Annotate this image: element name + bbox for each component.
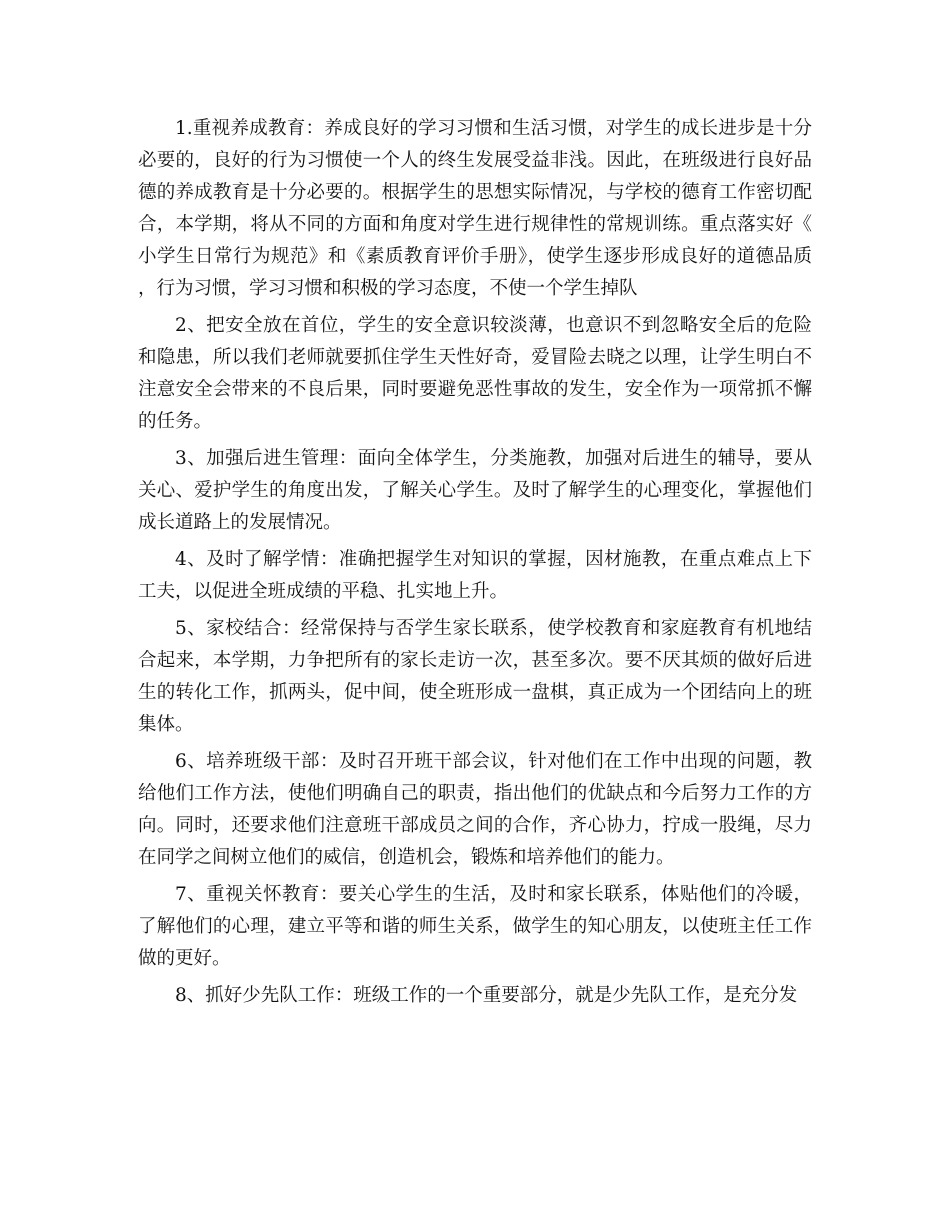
paragraph-4: 4、及时了解学情：准确把握学生对知识的掌握，因材施教，在重点难点上下工夫，以促进全班成绩的平稳、扎实地上升。: [138, 549, 812, 602]
paragraph-3: 3、加强后进生管理：面向全体学生，分类施教，加强对后进生的辅导，要从关心、爱护学生的角度出发，了解关心学生。及时了解学生的心理变化，掌握他们成长道路上的发展情况。: [138, 448, 812, 533]
document-body: [138, 113, 812, 1017]
paragraph-5: 5、家校结合：经常保持与否学生家长联系，使学校教育和家庭教育有机地结合起来，本学期，力争把所有的家长走访一次，甚至多次。要不厌其烦的做好后进生的转化工作，抓两头，促中间，使全班形成一盘棋，真正成为一个团结向上的班集体。: [138, 618, 812, 735]
paragraph-7: 7、重视关怀教育：要关心学生的生活，及时和家长联系，体贴他们的冷暖，了解他们的心理，建立平等和谐的师生关系，做学生的知心朋友，以使班主任工作做的更好。: [138, 884, 812, 969]
paragraph-6: 6、培养班级干部：及时召开班干部会议，针对他们在工作中出现的问题，教给他们工作方法，使他们明确自己的职责，指出他们的优缺点和今后努力工作的方向。同时，还要求他们注意班干部成员之间的合作，齐心协力，拧成一股绳，尽力在同学之间树立他们的威信，创造机会，锻炼和培养他们的能力。: [138, 751, 812, 868]
paragraph-2: 2、把安全放在首位，学生的安全意识较淡薄，也意识不到忽略安全后的危险和隐患，所以我们老师就要抓住学生天性好奇，爱冒险去晓之以理，让学生明白不注意安全会带来的不良后果，同时要避免恶性事故的发生，安全作为一项常抓不懈的任务。: [138, 315, 812, 432]
paragraph-1: 1.重视养成教育：养成良好的学习习惯和生活习惯，对学生的成长进步是十分必要的，良好的行为习惯使一个人的终生发展受益非浅。因此，在班级进行良好品德的养成教育是十分必要的。根据学生的思想实际情况，与学校的德育工作密切配合，本学期，将从不同的方面和角度对学生进行规律性的常规训练。重点落实好《小学生日常行为规范》和《素质教育评价手册》，使学生逐步形成良好的道德品质，行为习惯，学习习惯和积极的学习态度，不使一个学生掉队: [138, 118, 812, 299]
paragraph-8: 8、抓好少先队工作：班级工作的一个重要部分，就是少先队工作，是充分发: [175, 985, 798, 1006]
